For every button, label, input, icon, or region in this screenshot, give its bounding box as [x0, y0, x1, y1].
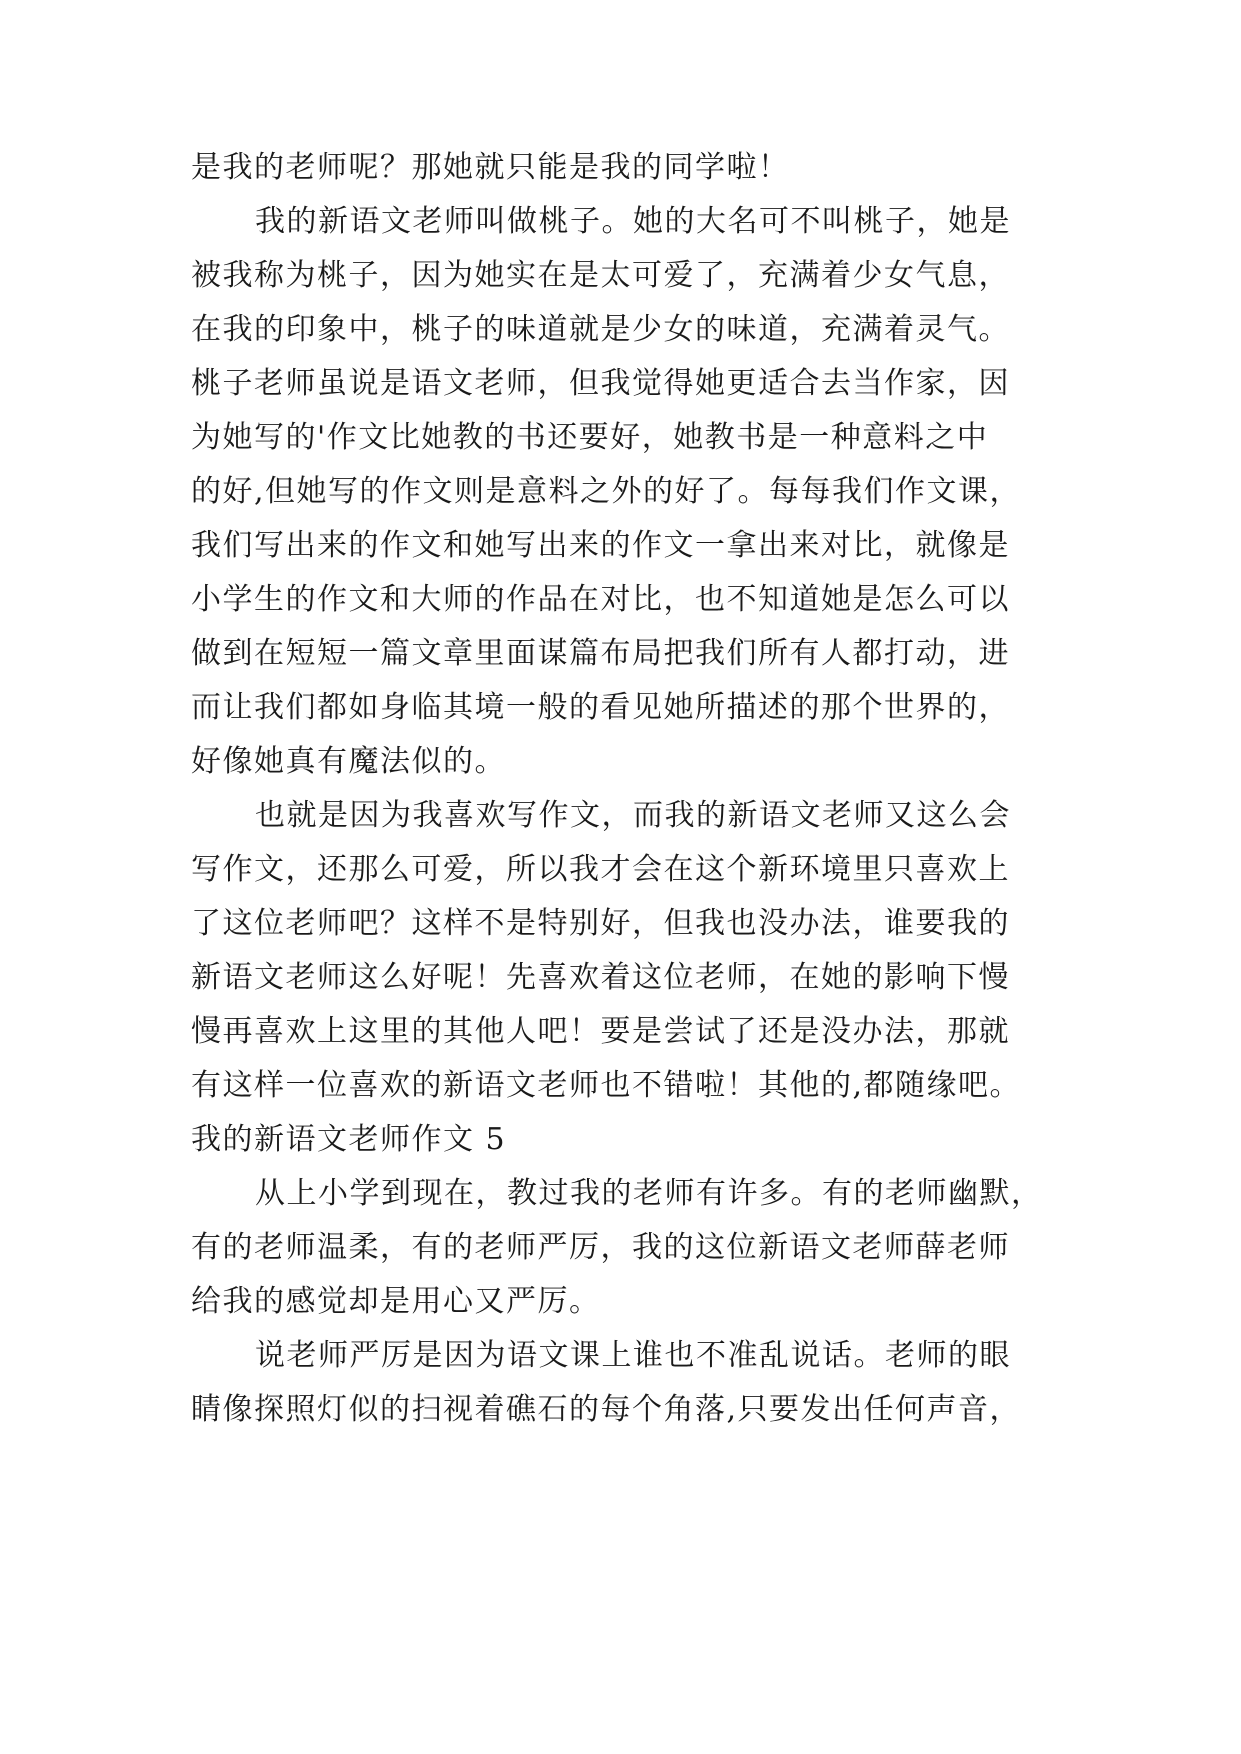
text-line: 桃子老师虽说是语文老师，但我觉得她更适合去当作家，因 [191, 366, 1010, 401]
text-line: 给我的感觉却是用心又严厉。 [191, 1284, 601, 1319]
paragraph-start-line: 也就是因为我喜欢写作文，而我的新语文老师又这么会 [255, 798, 1011, 833]
text-line: 有这样一位喜欢的新语文老师也不错啦！其他的,都随缘吧。 [191, 1068, 1022, 1103]
section-heading: 我的新语文老师作文 5 [191, 1122, 507, 1157]
text-line: 有的老师温柔，有的老师严厉，我的这位新语文老师薛老师 [191, 1230, 1010, 1265]
text-line: 了这位老师吧？这样不是特别好，但我也没办法，谁要我的 [191, 906, 1010, 941]
text-line: 好像她真有魔法似的。 [191, 744, 506, 779]
text-line: 为她写的'作文比她教的书还要好，她教书是一种意料之中 [191, 420, 989, 455]
text-line: 睛像探照灯似的扫视着礁石的每个角落,只要发出任何声音， [191, 1392, 1022, 1427]
text-line: 小学生的作文和大师的作品在对比，也不知道她是怎么可以 [191, 582, 1010, 617]
paragraph-start-line: 说老师严厉是因为语文课上谁也不准乱说话。老师的眼 [255, 1338, 1011, 1373]
paragraph-start-line: 从上小学到现在，教过我的老师有许多。有的老师幽默， [255, 1176, 1043, 1211]
paragraph-start-line: 我的新语文老师叫做桃子。她的大名可不叫桃子，她是 [255, 204, 1011, 239]
text-line: 慢再喜欢上这里的其他人吧！要是尝试了还是没办法，那就 [191, 1014, 1010, 1049]
text-line: 做到在短短一篇文章里面谋篇布局把我们所有人都打动，进 [191, 636, 1010, 671]
text-line: 新语文老师这么好呢！先喜欢着这位老师，在她的影响下慢 [191, 960, 1010, 995]
text-line: 我们写出来的作文和她写出来的作文一拿出来对比，就像是 [191, 528, 1010, 563]
text-line: 而让我们都如身临其境一般的看见她所描述的那个世界的， [191, 690, 1010, 725]
text-line: 被我称为桃子，因为她实在是太可爱了，充满着少女气息， [191, 258, 1010, 293]
text-line: 是我的老师呢？那她就只能是我的同学啦！ [191, 150, 790, 185]
text-line: 写作文，还那么可爱，所以我才会在这个新环境里只喜欢上 [191, 852, 1010, 887]
text-line: 的好,但她写的作文则是意料之外的好了。每每我们作文课， [191, 474, 1022, 509]
text-line: 在我的印象中，桃子的味道就是少女的味道，充满着灵气。 [191, 312, 1010, 347]
